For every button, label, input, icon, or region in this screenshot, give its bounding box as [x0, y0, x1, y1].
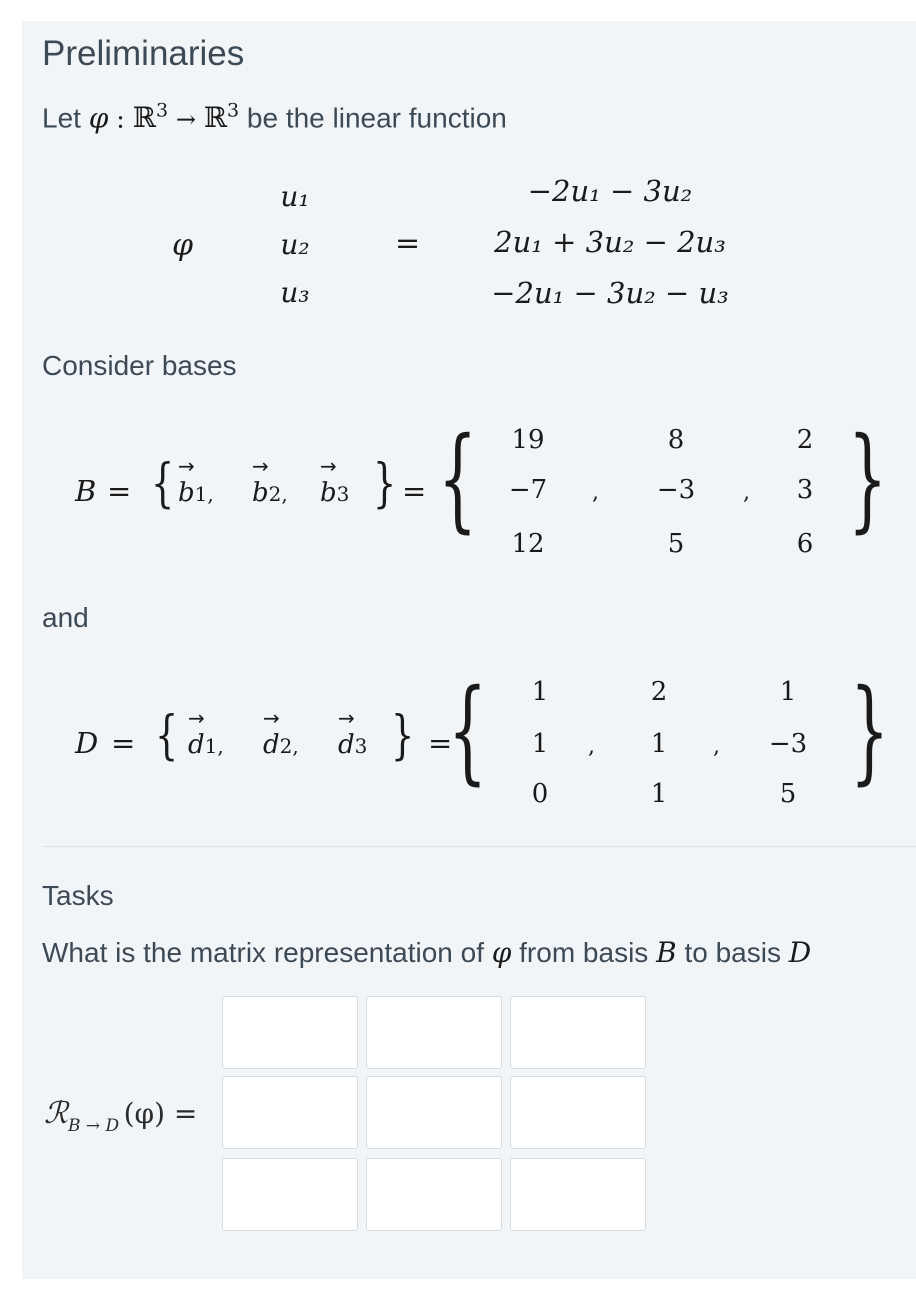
- matrix-input-r1-c3[interactable]: [510, 996, 646, 1069]
- basis-B-equals-2: =: [402, 474, 427, 508]
- basis-D-comma-1: ,: [588, 734, 595, 759]
- d2-entry-2: 1: [650, 729, 668, 759]
- input-vector-u1: u₁: [280, 180, 310, 213]
- matrix-label: ℛB → D (φ) =: [44, 1096, 198, 1136]
- b3-entry-1: 2: [796, 425, 814, 455]
- basis-B-big-brace-left: {: [438, 414, 478, 544]
- d1-entry-3: 0: [531, 779, 549, 809]
- basis-D-equals: =: [111, 726, 136, 760]
- b2-entry-2: −3: [656, 475, 696, 505]
- vector-b2: → b2,: [252, 454, 288, 508]
- b3-entry-2: 3: [796, 475, 814, 505]
- vector-d2: → d2,: [263, 706, 299, 760]
- basis-D-name: D: [75, 726, 99, 760]
- output-row-1: −2u₁ − 3u₂: [527, 174, 693, 208]
- vector-b3: → b3: [320, 454, 350, 508]
- input-vector-u3: u₃: [280, 276, 310, 309]
- matrix-input-r2-c3[interactable]: [510, 1076, 646, 1149]
- b1-entry-3: 12: [511, 529, 545, 559]
- basis-D-brace-right: }: [390, 706, 415, 766]
- d2-entry-1: 2: [650, 677, 668, 707]
- d2-entry-3: 1: [650, 779, 668, 809]
- d1-entry-2: 1: [531, 729, 549, 759]
- and-label: and: [42, 602, 89, 633]
- function-equals: =: [395, 226, 421, 261]
- preliminaries-heading: Preliminaries: [42, 34, 245, 73]
- task-question: What is the matrix representation of φ from basis B to basis D: [42, 936, 812, 969]
- output-row-3: −2u₁ − 3u₂ − u₃: [491, 276, 729, 310]
- vector-d1: → d1,: [188, 706, 224, 760]
- basis-B-brace-right: }: [372, 454, 397, 514]
- question-basis-D: D: [788, 936, 812, 969]
- basis-B-equals: =: [107, 474, 132, 508]
- colon: :: [116, 104, 125, 135]
- d3-entry-1: 1: [779, 677, 797, 707]
- basis-B-brace-left: {: [150, 454, 175, 514]
- question-phi: φ: [491, 936, 512, 969]
- b3-entry-3: 6: [796, 529, 814, 559]
- b2-entry-1: 8: [667, 425, 685, 455]
- section-divider: [42, 846, 916, 847]
- vector-b1: → b1,: [178, 454, 214, 508]
- codomain-set: ℝ$^3$: [203, 100, 240, 135]
- basis-D-big-brace-left: {: [448, 666, 488, 796]
- phi-symbol: φ: [88, 101, 109, 135]
- basis-B-big-brace-right: }: [848, 414, 888, 544]
- b1-entry-2: −7: [508, 475, 548, 505]
- function-phi: φ: [172, 228, 194, 263]
- d1-entry-1: 1: [531, 677, 549, 707]
- consider-bases-label: Consider bases: [42, 350, 237, 381]
- d3-entry-2: −3: [768, 729, 808, 759]
- basis-D-comma-2: ,: [713, 734, 720, 759]
- d3-entry-3: 5: [779, 779, 797, 809]
- basis-D-brace-left: {: [154, 706, 179, 766]
- output-row-2: 2u₁ + 3u₂ − 2u₃: [494, 225, 726, 259]
- input-vector-u2: u₂: [280, 228, 310, 261]
- question-basis-B: B: [656, 936, 677, 969]
- matrix-input-r2-c2[interactable]: [366, 1076, 502, 1149]
- matrix-input-r3-c1[interactable]: [222, 1158, 358, 1231]
- let-prefix: Let: [42, 102, 81, 134]
- b1-entry-1: 19: [511, 425, 545, 455]
- basis-D-big-brace-right: }: [850, 666, 890, 796]
- maps-to-arrow: →: [175, 105, 196, 134]
- basis-B-name: B: [75, 474, 97, 508]
- matrix-input-r1-c2[interactable]: [366, 996, 502, 1069]
- matrix-input-r3-c3[interactable]: [510, 1158, 646, 1231]
- matrix-input-r1-c1[interactable]: [222, 996, 358, 1069]
- let-statement: [42, 100, 507, 134]
- basis-D-equals-2: =: [428, 726, 453, 760]
- b2-entry-3: 5: [667, 529, 685, 559]
- vector-d3: → d3: [338, 706, 368, 760]
- tasks-heading: Tasks: [42, 880, 114, 911]
- basis-B-comma-1: ,: [592, 480, 599, 505]
- matrix-input-r2-c1[interactable]: [222, 1076, 358, 1149]
- basis-B-comma-2: ,: [743, 480, 750, 505]
- domain-set: ℝ$^3$: [132, 100, 169, 135]
- let-suffix: be the linear function: [246, 102, 507, 134]
- matrix-input-r3-c2[interactable]: [366, 1158, 502, 1231]
